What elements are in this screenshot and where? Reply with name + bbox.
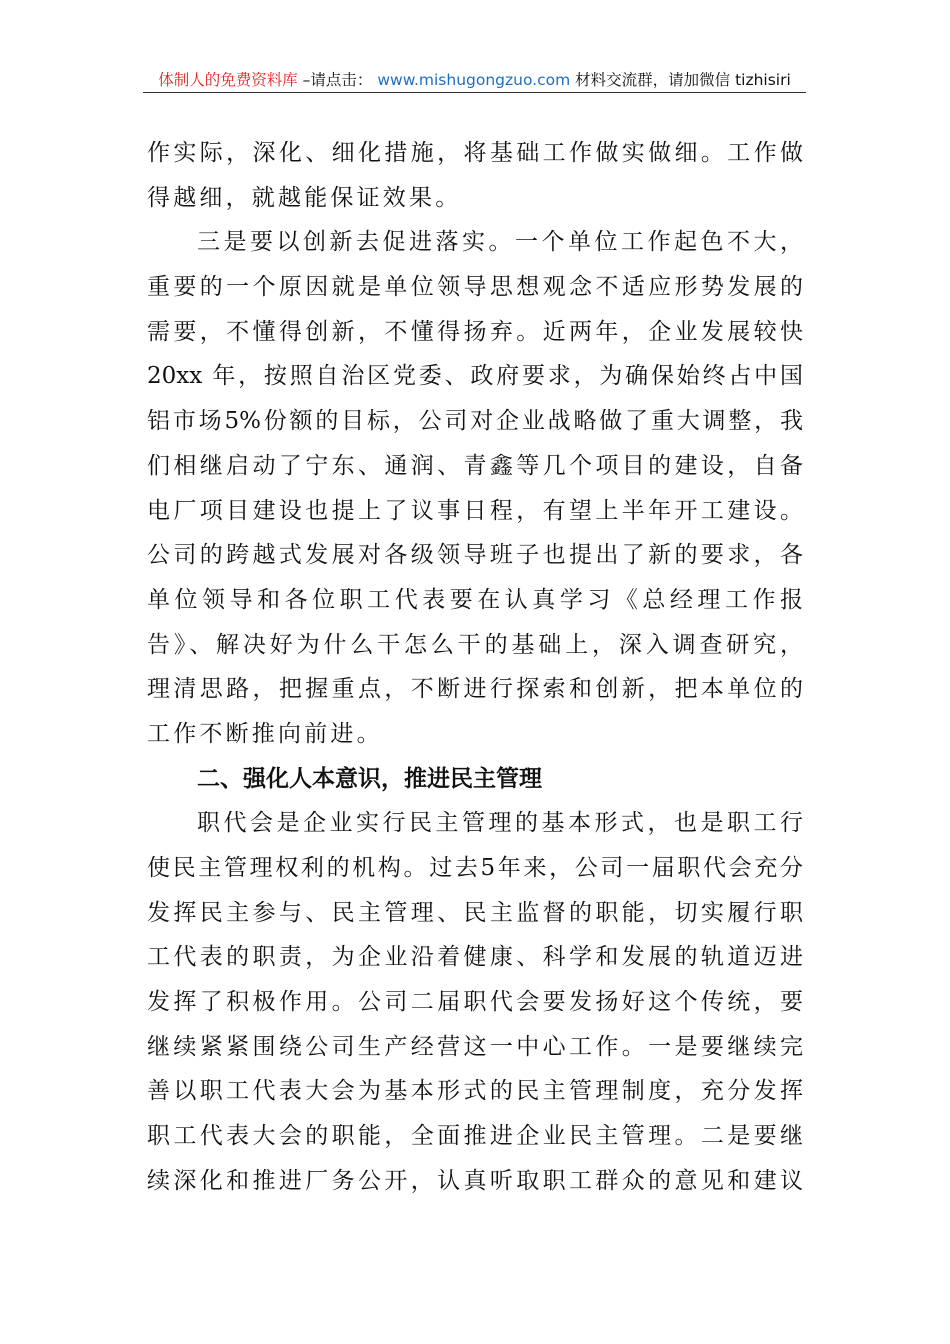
text-line: 作实际，深化、细化措施，将基础工作做实做细。工作做 (147, 140, 803, 166)
text-line: 工代表的职责，为企业沿着健康、科学和发展的轨道迈进 (147, 944, 803, 971)
section-heading: 二、强化人本意识，推进民主管理 (197, 765, 542, 792)
text-line: 理清思路，把握重点，不断进行探索和创新，把本单位的 (147, 676, 803, 703)
text-line: 善以职工代表大会为基本形式的民主管理制度，充分发挥 (147, 1078, 803, 1105)
header-suffix: 材料交流群，请加微信 tizhisiri (575, 71, 791, 89)
text-line: 工作不断推向前进。 (147, 720, 383, 747)
text-line: 单位领导和各位职工代表要在认真学习《总经理工作报 (147, 586, 803, 613)
text-line: 得越细，就越能保证效果。 (147, 184, 462, 211)
text-line: 职代会是企业实行民主管理的基本形式，也是职工行 (197, 810, 803, 837)
text-line: 三是要以创新去促进落实。一个单位工作起色不大， (197, 229, 803, 256)
text-line: 发挥民主参与、民主管理、民主监督的职能，切实履行职 (147, 899, 803, 926)
text-line: 使民主管理权利的机构。过去5年来，公司一届职代会充分 (147, 855, 803, 881)
text-line: 续深化和推进厂务公开，认真听取职工群众的意见和建议 (147, 1167, 803, 1194)
text-line: 们相继启动了宁东、通润、青鑫等几个项目的建设，自备 (147, 452, 803, 479)
header-brand: 体制人的免费资料库 (158, 71, 298, 89)
text-line: 职工代表大会的职能，全面推进企业民主管理。二是要继 (147, 1123, 803, 1150)
text-line: 重要的一个原因就是单位领导思想观念不适应形势发展的 (147, 274, 803, 301)
text-line: 告》、解决好为什么干怎么干的基础上，深入调查研究， (147, 631, 803, 658)
text-line: 需要，不懂得创新，不懂得扬弃。近两年，企业发展较快 (147, 318, 803, 345)
text-line: 发挥了积极作用。公司二届职代会要发扬好这个传统，要 (147, 989, 803, 1016)
paragraph (147, 801, 803, 1203)
text-line: 铝市场5%份额的目标，公司对企业战略做了重大调整，我 (147, 408, 803, 435)
paragraph (147, 131, 803, 220)
document-body (147, 131, 803, 1204)
header-prompt: –请点击： (302, 71, 373, 89)
text-line: 继续紧紧围绕公司生产经营这一中心工作。一是要继续完 (147, 1033, 803, 1060)
text-line: 公司的跨越式发展对各级领导班子也提出了新的要求，各 (147, 542, 803, 569)
header-link[interactable]: www.mishugongzuo.com (377, 71, 571, 89)
paragraph (147, 220, 803, 756)
text-line: 电厂项目建设也提上了议事日程，有望上半年开工建设。 (147, 497, 803, 524)
page-header (143, 68, 806, 93)
text-line: 20xx 年，按照自治区党委、政府要求，为确保始终占中国 (147, 363, 803, 390)
